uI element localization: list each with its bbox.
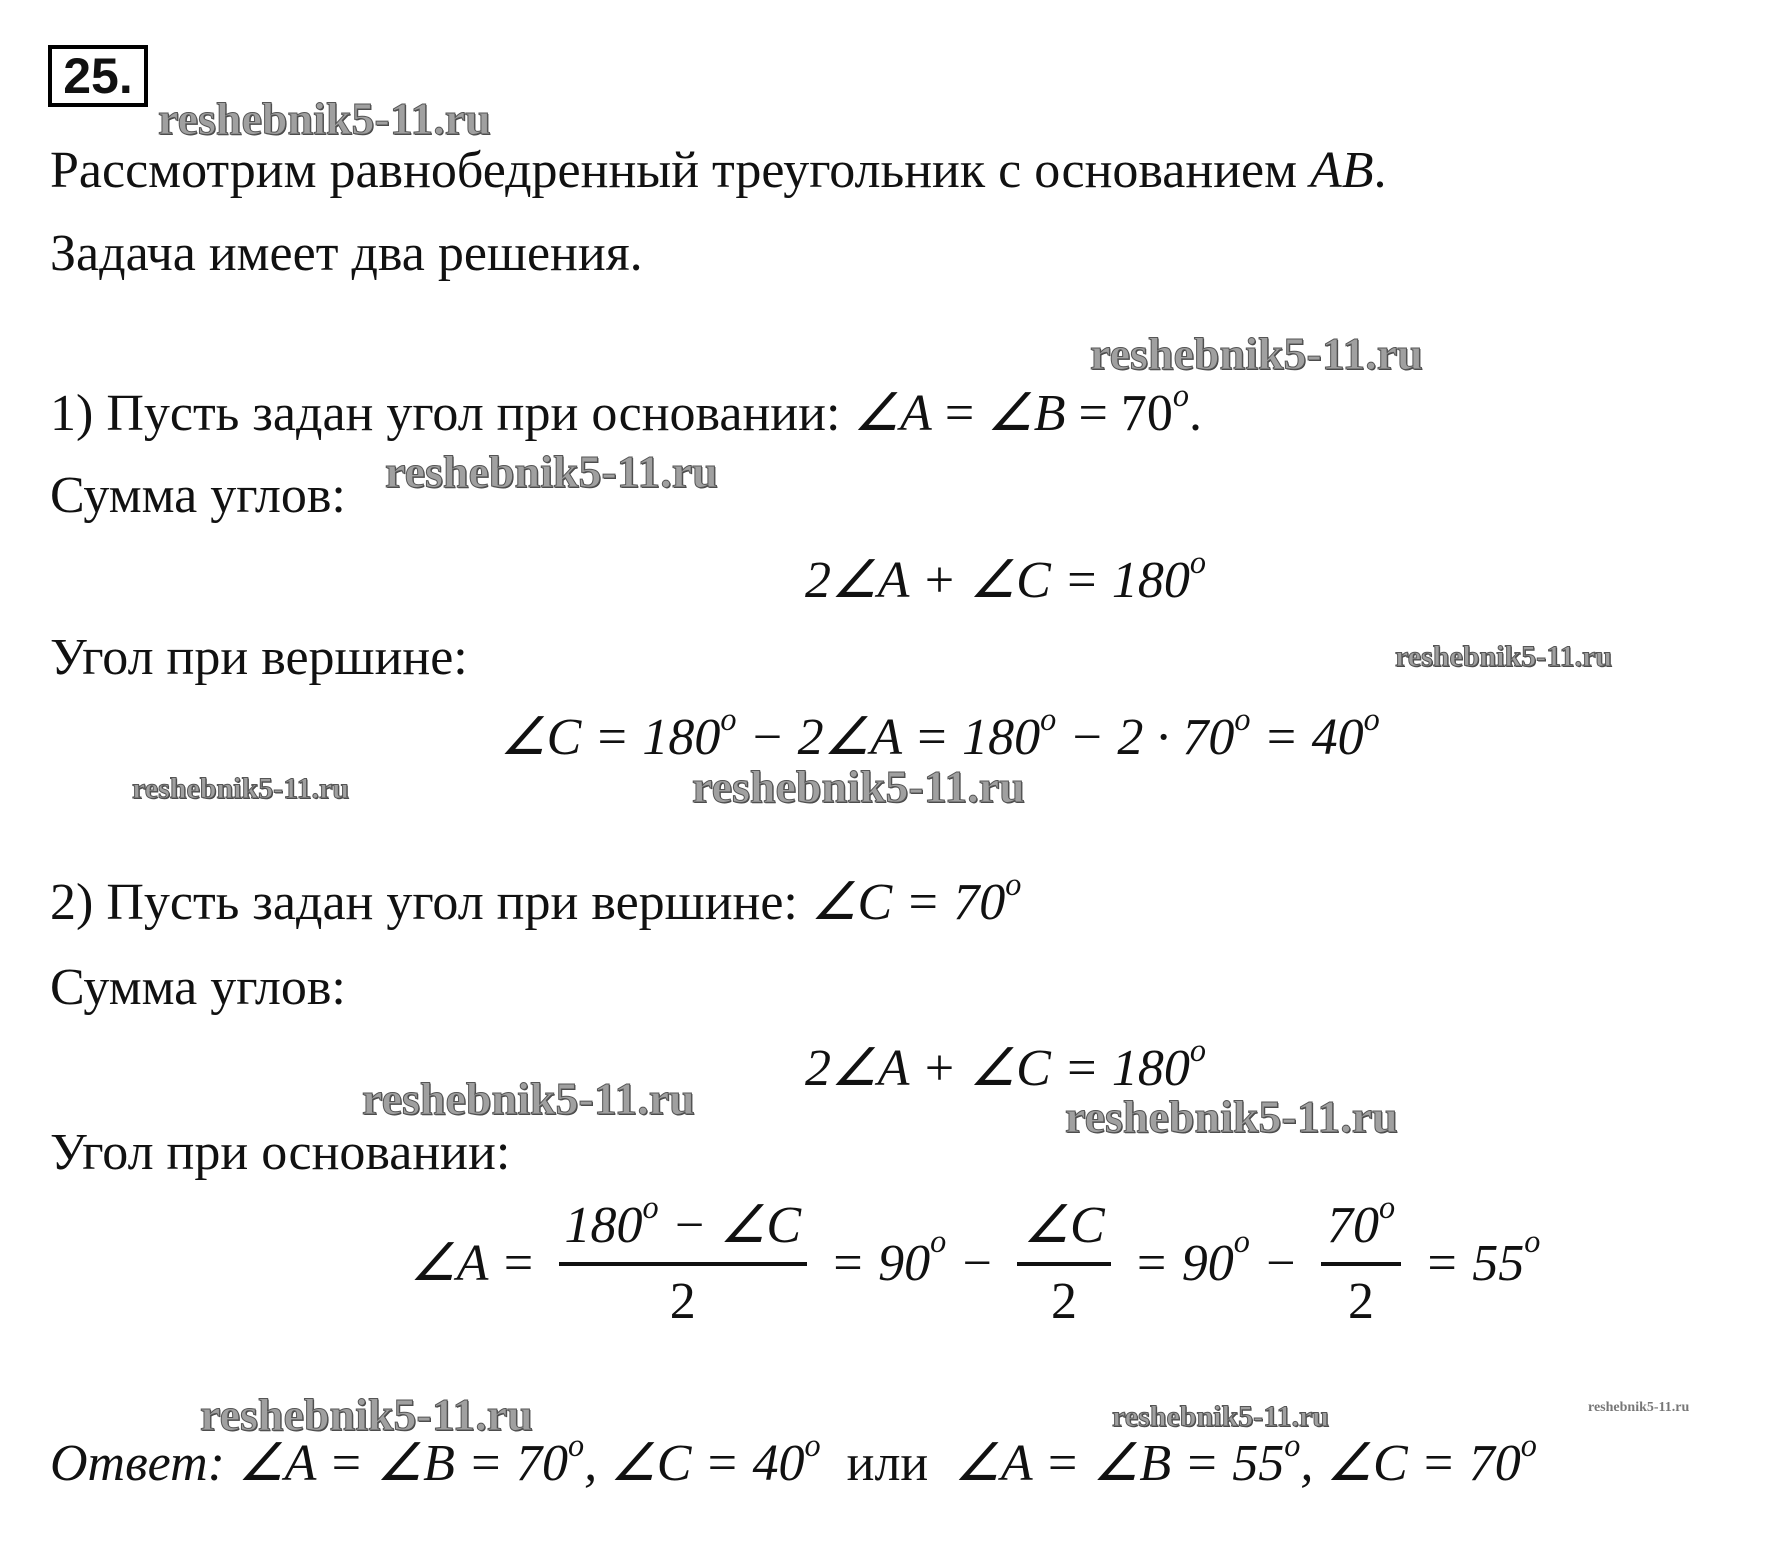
degree-sign: o [1040, 700, 1057, 737]
case2-given: ∠C = 70 [810, 874, 1006, 931]
case1-sum-equation [805, 543, 1207, 609]
base-ab: AB [1310, 142, 1374, 199]
sum-expression: 2∠A + ∠C = 180 [805, 552, 1190, 609]
degree-sign: o [1520, 1426, 1537, 1463]
fraction-1 [559, 1188, 808, 1330]
degree-sign: o [1378, 1188, 1396, 1225]
num-value: 180 [564, 1197, 643, 1254]
fraction-numerator [559, 1188, 808, 1262]
vertex-eq-part: − 2 · 70 [1056, 709, 1235, 766]
watermark: reshebnik5-11.ru [1395, 640, 1612, 673]
case1-vertex-equation [500, 700, 1380, 766]
fraction-denominator: 2 [1348, 1273, 1375, 1330]
answer-line [50, 1426, 1537, 1492]
degree-sign: o [1233, 1222, 1250, 1259]
watermark: reshebnik5-11.ru [132, 772, 349, 805]
answer-part: ∠A = ∠B = 70 [224, 1435, 568, 1492]
given-value: 70 [1120, 385, 1173, 442]
case1-sum-label: Сумма углов: [50, 467, 346, 524]
case1-heading-text: 1) Пусть задан угол при основании: [50, 385, 854, 442]
watermark: reshebnik5-11.ru [385, 446, 718, 497]
answer-part: , ∠C = 40 [584, 1435, 805, 1492]
eq-sign: = [1078, 385, 1108, 442]
angle-b: ∠B [987, 385, 1066, 442]
answer-or: или [820, 1435, 955, 1492]
case2-base-label: Угол при основании: [50, 1124, 511, 1181]
watermark: reshebnik5-11.ru [158, 93, 491, 144]
degree-sign: o [1363, 700, 1380, 737]
num-tail: − ∠C [658, 1197, 802, 1254]
sum-expression: 2∠A + ∠C = 180 [805, 1040, 1190, 1097]
num-value: 70 [1326, 1197, 1379, 1254]
two-solutions-line: Задача имеет два решения. [50, 225, 643, 282]
mid-expression: = 90 [830, 1235, 931, 1292]
watermark: reshebnik5-11.ru [200, 1389, 533, 1440]
degree-sign: o [642, 1188, 659, 1225]
case1-vertex-label: Угол при вершине: [50, 629, 468, 686]
answer-label: Ответ: [50, 1435, 225, 1492]
intro-line [50, 142, 1387, 199]
watermark: reshebnik5-11.ru [692, 761, 1025, 812]
intro-end: . [1373, 142, 1387, 199]
case2-heading-text: 2) Пусть задан угол при вершине: [50, 874, 811, 931]
minus-sign: − [946, 1235, 995, 1292]
case2-heading [50, 865, 1022, 931]
fraction-2 [1017, 1197, 1110, 1330]
degree-sign: o [804, 1426, 821, 1463]
degree-sign: o [930, 1222, 947, 1259]
answer-part: ∠A = ∠B = 55 [954, 1435, 1285, 1492]
degree-sign: o [1189, 1031, 1207, 1068]
case2-sum-label: Сумма углов: [50, 959, 346, 1016]
watermark: reshebnik5-11.ru [362, 1073, 695, 1124]
degree-sign: o [1005, 865, 1022, 902]
watermark: reshebnik5-11.ru [1065, 1091, 1398, 1142]
fraction-denominator: 2 [669, 1273, 696, 1330]
case1-given [853, 376, 1202, 442]
case2-base-equation [410, 1188, 1541, 1330]
problem-number: 25. [48, 45, 148, 107]
degree-sign: o [1524, 1222, 1541, 1259]
result: = 55 [1424, 1235, 1525, 1292]
eq-sign: = [944, 385, 975, 442]
watermark: reshebnik5-11.ru [1112, 1400, 1329, 1433]
degree-sign: o [1189, 543, 1207, 580]
fraction-numerator: ∠C [1023, 1197, 1105, 1254]
fraction-denominator: 2 [1051, 1273, 1078, 1330]
lhs: ∠A = [410, 1235, 536, 1292]
degree-sign: o [720, 700, 737, 737]
degree-sign: o [1234, 700, 1251, 737]
answer-part: , ∠C = 70 [1300, 1435, 1521, 1492]
degree-sign: o [1172, 376, 1189, 413]
degree-sign: o [567, 1426, 585, 1463]
vertex-eq-part: − 2∠A = 180 [736, 709, 1041, 766]
watermark: reshebnik5-11.ru [1090, 328, 1423, 379]
case2-sum-equation [805, 1031, 1207, 1097]
angle-a: ∠A [853, 385, 932, 442]
intro-text: Рассмотрим равнобедренный треугольник с основанием [50, 142, 1311, 199]
vertex-result: = 40 [1250, 709, 1364, 766]
watermark: reshebnik5-11.ru [1588, 1400, 1690, 1415]
degree-sign: o [1284, 1426, 1301, 1463]
mid-expression: = 90 [1133, 1235, 1234, 1292]
case1-heading [50, 376, 1202, 442]
fraction-numerator [1321, 1188, 1401, 1262]
fraction-3 [1321, 1188, 1401, 1330]
minus-sign: − [1249, 1235, 1298, 1292]
vertex-eq-part: ∠C = 180 [500, 709, 721, 766]
period: . [1188, 385, 1202, 442]
